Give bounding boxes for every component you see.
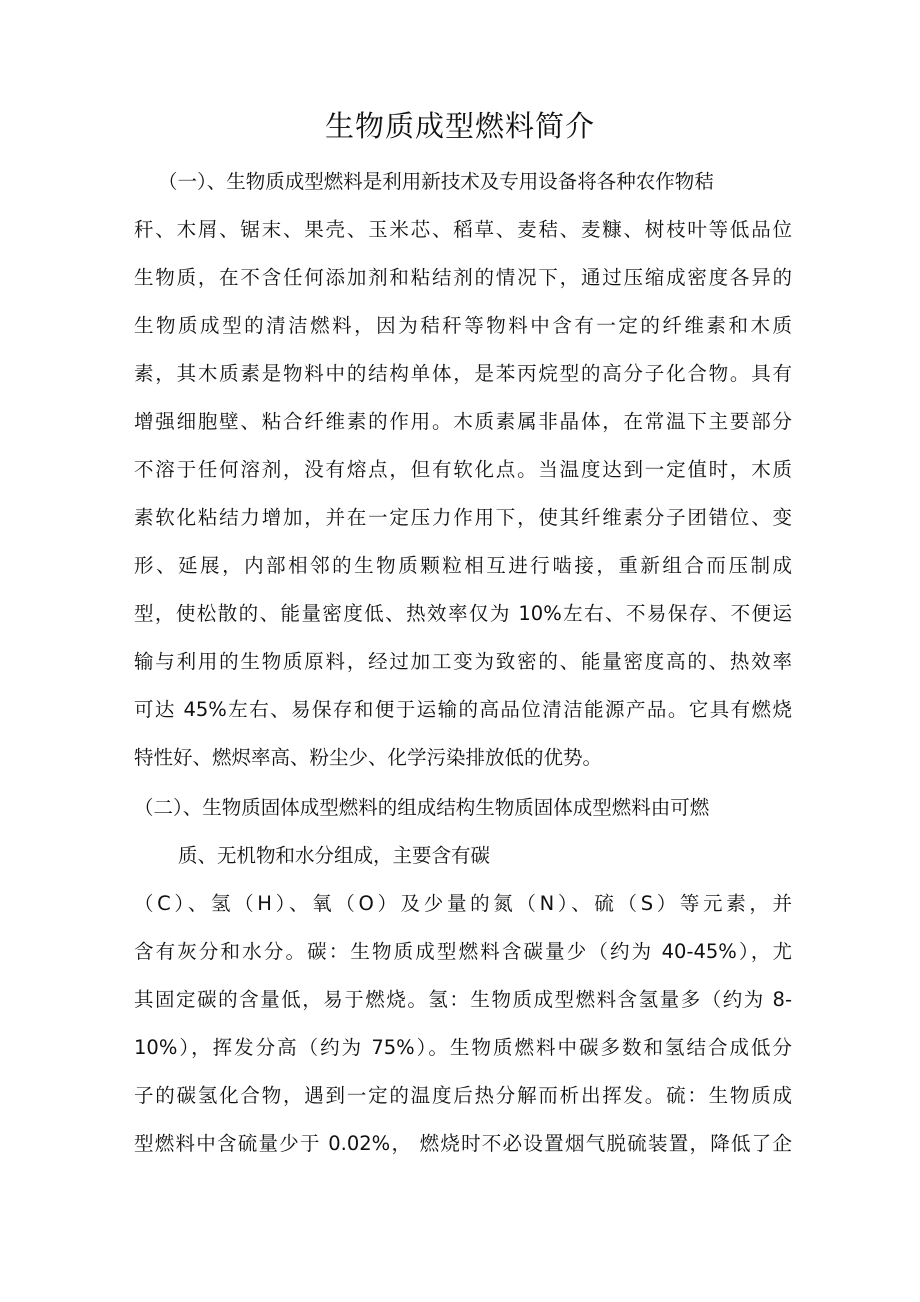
paragraph-line: 输与利用的生物质原料，经过加工变为致密的、能量密度高的、热效率 <box>134 650 792 673</box>
paragraph-line: 质、无机物和水分组成，主要含有碳 <box>178 844 491 867</box>
paragraph-line: 素软化粘结力增加，并在一定压力作用下，使其纤维素分子团错位、变 <box>134 506 792 529</box>
paragraph-line: 型燃料中含硫量少于 0.02%， 燃烧时不必设置烟气脱硫装置，降低了企 <box>134 1132 792 1155</box>
paragraph-line: 含有灰分和水分。碳：生物质成型燃料含碳量少（约为 40-45%），尤 <box>134 940 792 963</box>
paragraph-line: 增强细胞壁、粘合纤维素的作用。木质素属非晶体，在常温下主要部分 <box>134 410 792 433</box>
paragraph-line: 其固定碳的含量低，易于燃烧。氢：生物质成型燃料含氢量多（约为 8- <box>134 988 792 1011</box>
paragraph-line: 素，其木质素是物料中的结构单体，是苯丙烷型的高分子化合物。具有 <box>134 362 792 385</box>
paragraph-line: 不溶于任何溶剂，没有熔点，但有软化点。当温度达到一定值时，木质 <box>134 458 792 481</box>
document-title: 生物质成型燃料简介 <box>324 109 595 143</box>
paragraph-line: 可达 45%左右、易保存和便于运输的高品位清洁能源产品。它具有燃烧 <box>134 698 792 721</box>
paragraph-line: （C）、氢（H）、氧（O）及少量的氮（N）、硫（S）等元素，并 <box>134 892 792 915</box>
paragraph-line: 型，使松散的、能量密度低、热效率仅为 10%左右、不易保存、不便运 <box>134 602 792 625</box>
paragraph-line: 子的碳氢化合物，遇到一定的温度后热分解而析出挥发。硫：生物质成 <box>134 1084 792 1107</box>
paragraph-line: 秆、木屑、锯末、果壳、玉米芯、稻草、麦秸、麦糠、树枝叶等低品位 <box>134 218 792 241</box>
paragraph-line: 10%），挥发分高（约为 75%）。生物质燃料中碳多数和氢结合成低分 <box>134 1036 792 1059</box>
paragraph-line: 特性好、燃烬率高、粉尘少、化学污染排放低的优势。 <box>134 746 603 769</box>
paragraph-line: 生物质，在不含任何添加剂和粘结剂的情况下，通过压缩成密度各异的 <box>134 266 792 289</box>
paragraph-line: （一）、生物质成型燃料是利用新技术及专用设备将各种农作物秸 <box>158 170 714 193</box>
section-heading-line: （二）、生物质固体成型燃料的组成结构生物质固体成型燃料由可燃 <box>134 796 710 819</box>
paragraph-line: 形、延展，内部相邻的生物质颗粒相互进行啮接，重新组合而压制成 <box>134 554 792 577</box>
paragraph-line: 生物质成型的清洁燃料，因为秸秆等物料中含有一定的纤维素和木质 <box>134 314 792 337</box>
